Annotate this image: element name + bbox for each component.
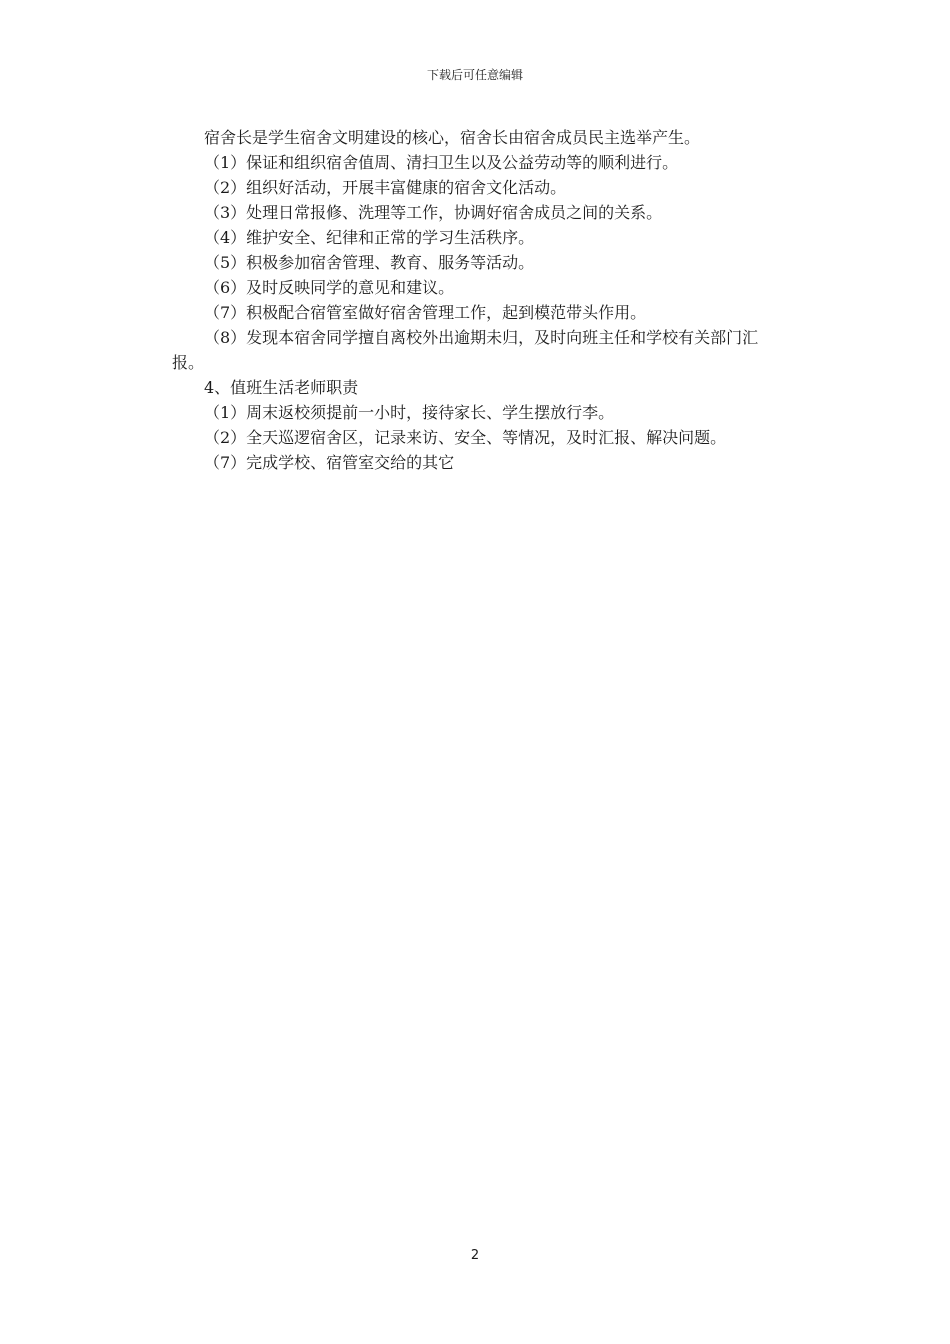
- section-heading: 4、值班生活老师职责: [204, 378, 359, 397]
- list-item: （1）保证和组织宿舍值周、清扫卫生以及公益劳动等的顺利进行。: [204, 153, 679, 172]
- list-item: （7）完成学校、宿管室交给的其它: [204, 453, 455, 472]
- page-header: 下载后可任意编辑: [426, 68, 523, 82]
- list-item: （3）处理日常报修、洗理等工作，协调好宿舍成员之间的关系。: [204, 203, 663, 222]
- list-item: （2）组织好活动，开展丰富健康的宿舍文化活动。: [204, 178, 567, 197]
- list-item: （6）及时反映同学的意见和建议。: [204, 278, 455, 297]
- list-item: （8）发现本宿舍同学擅自离校外出逾期未归，及时向班主任和学校有关部门汇报。: [172, 328, 759, 372]
- page-number: 2: [470, 1248, 480, 1263]
- document-body: [172, 125, 778, 475]
- paragraph-intro: 宿舍长是学生宿舍文明建设的核心，宿舍长由宿舍成员民主选举产生。: [204, 128, 701, 147]
- list-item: （4）维护安全、纪律和正常的学习生活秩序。: [204, 228, 535, 247]
- list-item: （5）积极参加宿舍管理、教育、服务等活动。: [204, 253, 535, 272]
- list-item: （1）周末返校须提前一小时，接待家长、学生摆放行李。: [204, 403, 615, 422]
- list-item: （7）积极配合宿管室做好宿舍管理工作，起到模范带头作用。: [204, 303, 647, 322]
- list-item: （2）全天巡逻宿舍区，记录来访、安全、等情况，及时汇报、解决问题。: [204, 428, 727, 447]
